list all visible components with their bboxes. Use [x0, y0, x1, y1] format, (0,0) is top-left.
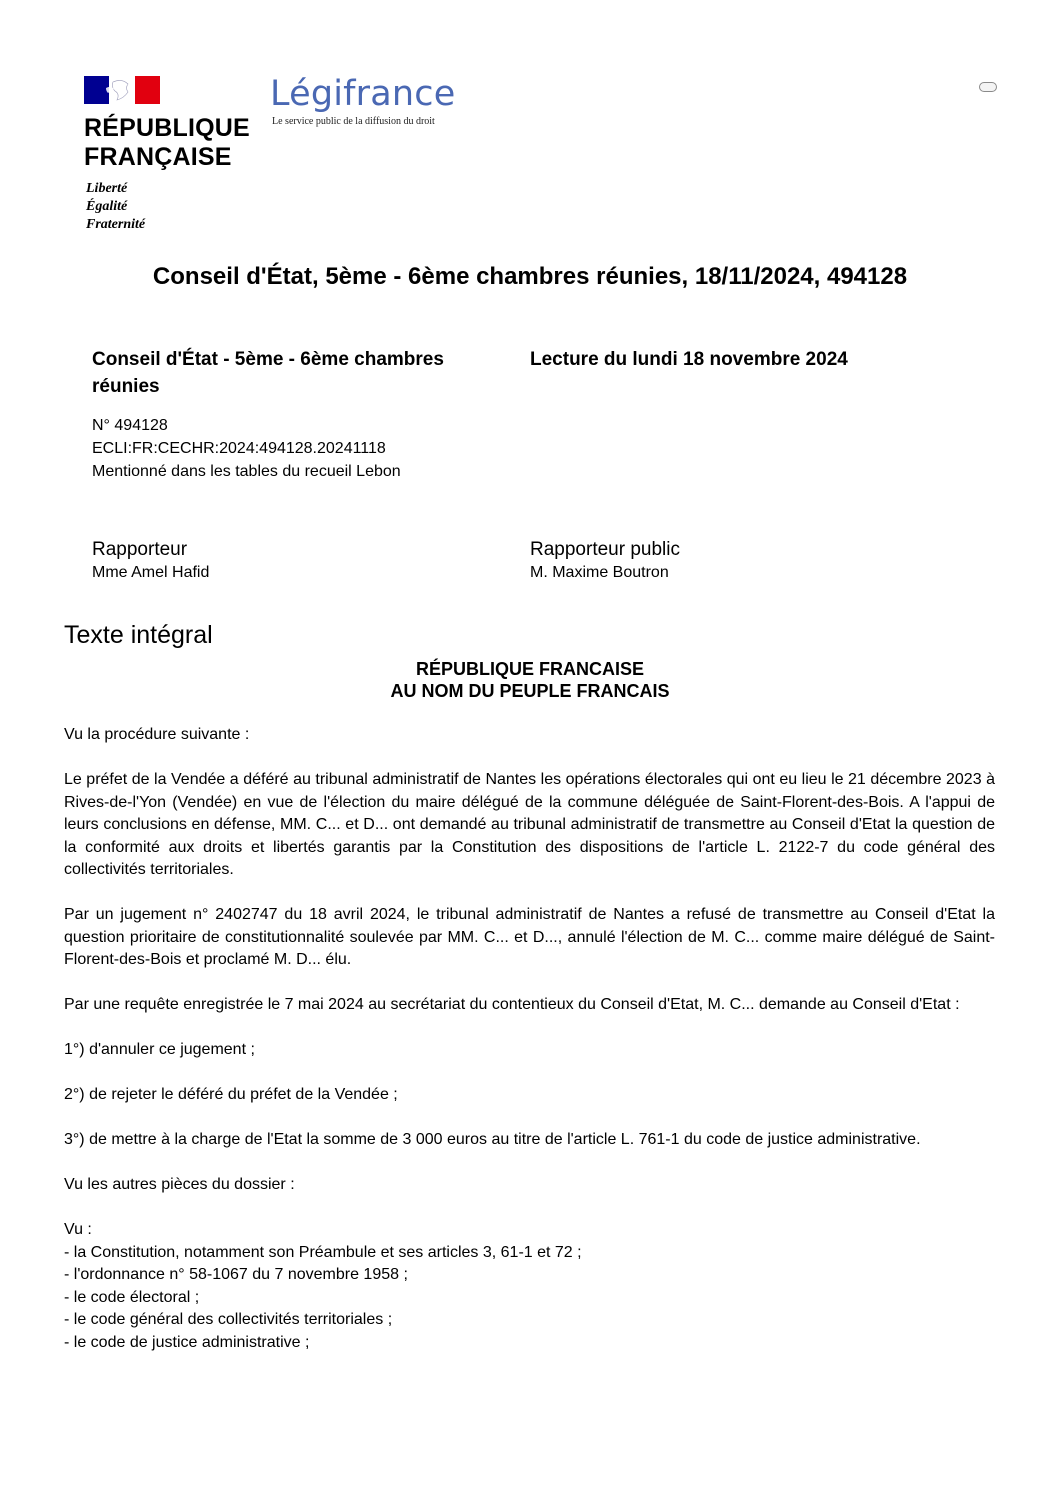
rapporteur-block: [92, 537, 209, 584]
rapporteur-label: Rapporteur: [92, 539, 188, 560]
document-title: Conseil d'État, 5ème - 6ème chambres réunies, 18/11/2024, 494128: [152, 263, 908, 290]
republic-heading: RÉPUBLIQUE FRANCAISE: [415, 659, 644, 679]
body-paragraph: Le préfet de la Vendée a déféré au tribunal administratif de Nantes les opérations électorales qui ont eu lieu le 21 décembre 2023 à Rives-de-l'Yon (Vendée) en vue de l'élection du maire délégué de la commune déléguée de Saint-Florent-des-Bois. A l'appui de leurs conclusions en défense, MM. C... et D... ont demandé au tribunal administratif de transmettre au Conseil d'Etat la question de la conformité aux droits et libertés garantis par la Constitution des dispositions de l'article L. 2122-7 du code général des collectivités territoriales.: [64, 771, 995, 878]
body-paragraph: 1°) d'annuler ce jugement ;: [64, 1041, 255, 1058]
list-item: - le code de justice administrative ;: [64, 1333, 310, 1351]
legifrance-logo: [270, 74, 455, 128]
reading-date: Lecture du lundi 18 novembre 2024: [530, 349, 848, 370]
rapporteur-name: Mme Amel Hafid: [92, 564, 210, 581]
decision-body: [64, 724, 995, 1354]
rapporteur-public-label: Rapporteur public: [530, 539, 680, 560]
list-item: Vu :: [64, 1221, 92, 1238]
list-item: - le code électoral ;: [64, 1288, 200, 1306]
legifrance-tagline: Le service public de la diffusion du droit: [272, 116, 435, 127]
body-paragraph: Par une requête enregistrée le 7 mai 2024 au secrétariat du contentieux du Conseil d'Etat, M. C... demande au Conseil d'Etat :: [64, 996, 960, 1013]
republique-francaise-logo: [84, 76, 264, 236]
ecli-identifier: ECLI:FR:CECHR:2024:494128.20241118: [92, 440, 386, 457]
body-paragraph: Vu les autres pièces du dossier :: [64, 1176, 295, 1193]
decision-identifiers: [92, 414, 512, 483]
jurisdiction-heading: Conseil d'État - 5ème - 6ème chambres réunies: [92, 349, 444, 397]
people-heading: AU NOM DU PEUPLE FRANCAIS: [390, 681, 670, 701]
body-paragraph: 2°) de rejeter le déféré du préfet de la Vendée ;: [64, 1086, 398, 1103]
body-paragraph: Par un jugement n° 2402747 du 18 avril 2024, le tribunal administratif de Nantes a refusé de transmettre au Conseil d'Etat la question prioritaire de constitutionnalité soulevée par MM. C... et D..., annulé l'élection de M. C... comme maire délégué de Saint-Florent-des-Bois et proclamé M. D... élu.: [64, 906, 995, 968]
body-paragraph: Vu la procédure suivante :: [64, 726, 250, 743]
lebon-mention: Mentionné dans les tables du recueil Lebon: [92, 463, 401, 480]
marianne-flag-icon: [84, 76, 160, 104]
decision-number: N° 494128: [92, 417, 168, 434]
full-text-section-title: Texte intégral: [64, 621, 213, 649]
rapporteur-public-block: [530, 537, 680, 584]
body-paragraph: 3°) de mettre à la charge de l'Etat la somme de 3 000 euros au titre de l'article L. 761-1 du code de justice administrative.: [64, 1131, 921, 1148]
list-item: - l'ordonnance n° 58-1067 du 7 novembre 1958 ;: [64, 1266, 408, 1283]
list-item: - la Constitution, notamment son Préambule et ses articles 3, 61-1 et 72 ;: [64, 1243, 582, 1261]
decision-preamble-heading: [0, 658, 1060, 702]
republic-motto: Liberté Égalité Fraternité: [86, 181, 146, 232]
list-item: - le code général des collectivités territoriales ;: [64, 1311, 393, 1328]
republique-francaise-name: RÉPUBLIQUE FRANÇAISE: [84, 114, 250, 171]
decision-meta: [92, 346, 512, 483]
rapporteur-public-name: M. Maxime Boutron: [530, 564, 669, 581]
scroll-handle[interactable]: [979, 82, 997, 92]
legal-references-list: [64, 1219, 995, 1354]
legifrance-name: Légifrance: [270, 74, 456, 114]
